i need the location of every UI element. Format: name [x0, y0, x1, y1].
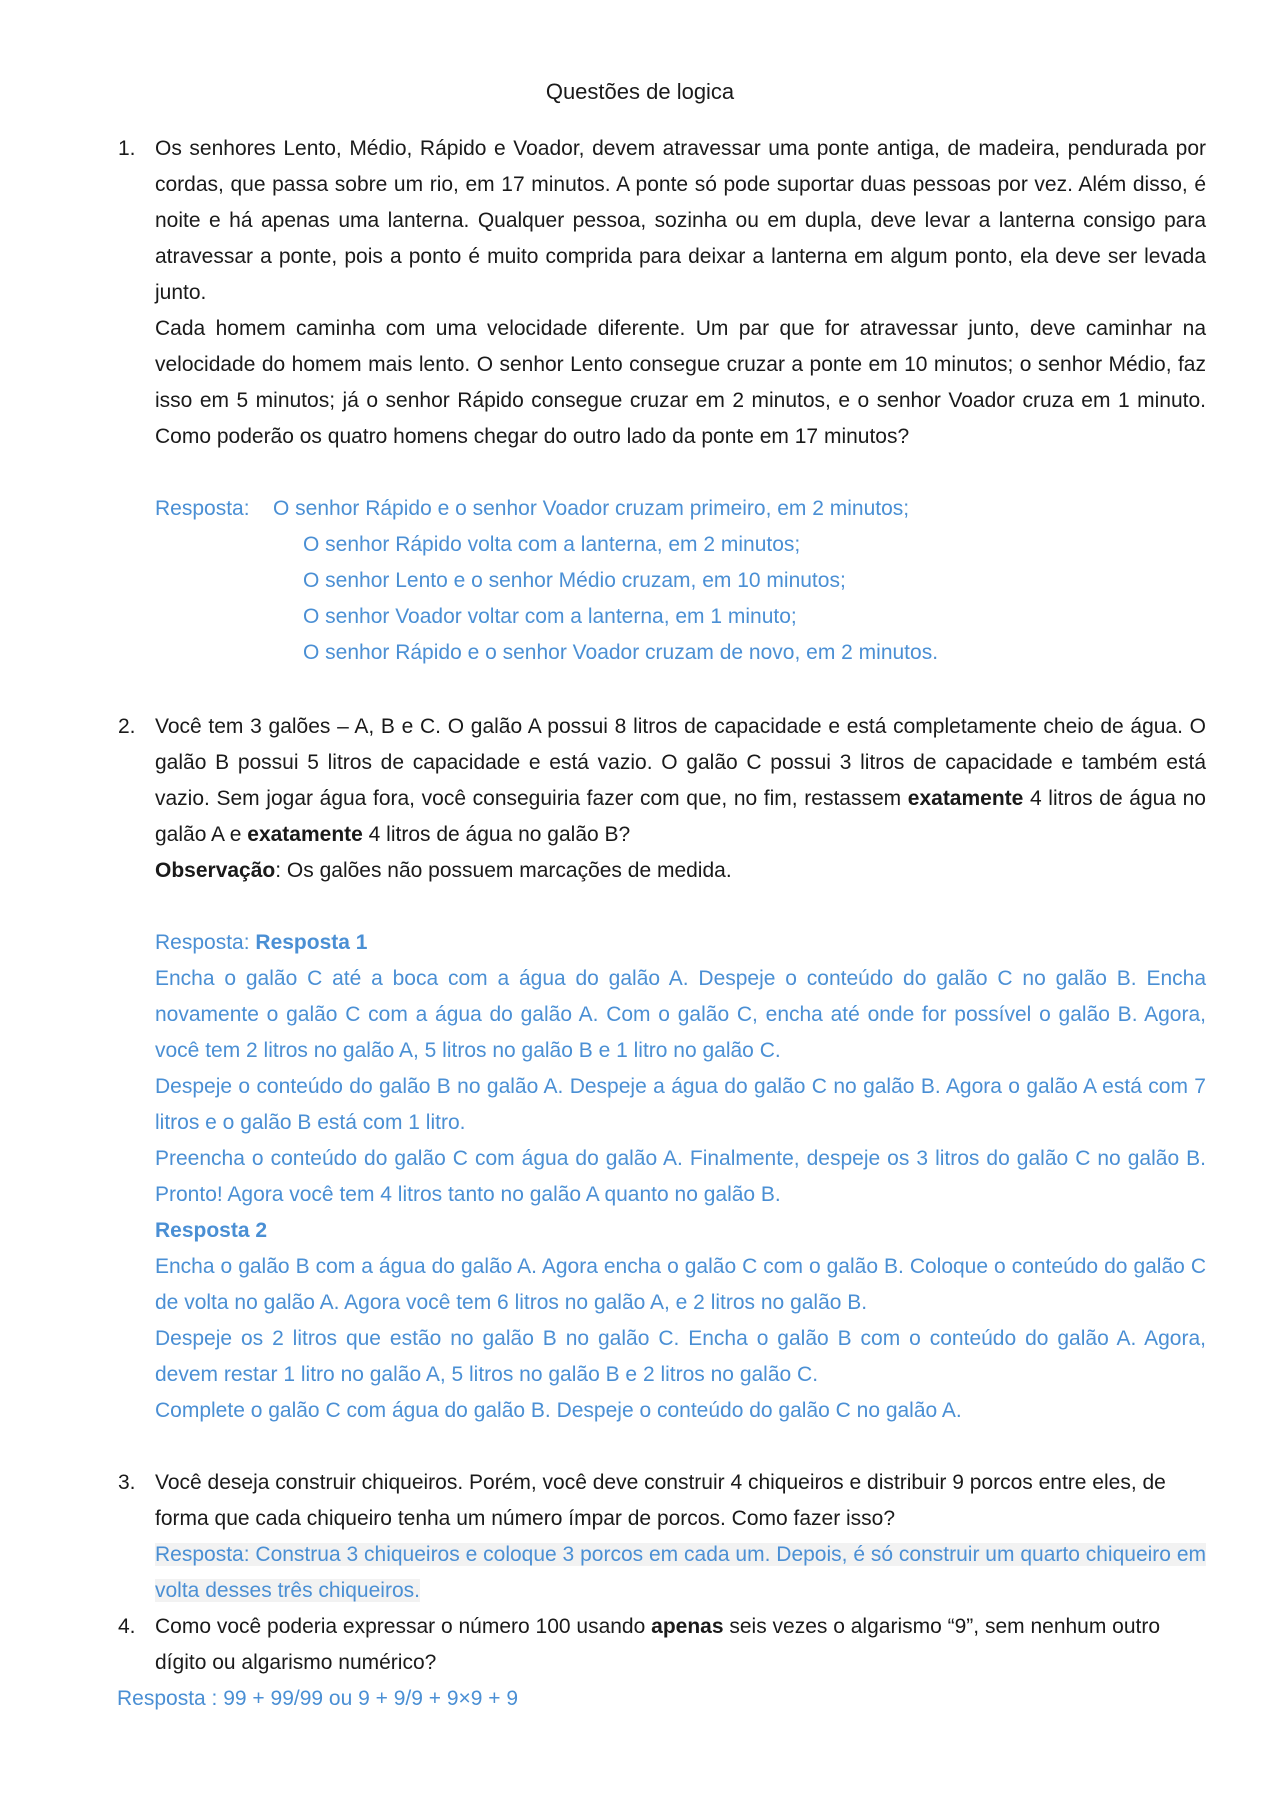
question-4-bold: apenas — [651, 1615, 724, 1638]
answer-1-paragraph: Preencha o conteúdo do galão C com água do galão A. Finalmente, despeje os 3 litros do galão C no galão B. Pronto! Agora você tem 4 litros tanto no galão A quanto no galão B. — [155, 1147, 1206, 1206]
answer-1-paragraph: Despeje o conteúdo do galão B no galão A. Despeje a água do galão C no galão B. Agora o galão A está com 7 litros e o galão B está com 1 litro. — [155, 1075, 1206, 1134]
question-3-text: Você deseja construir chiqueiros. Porém, você deve construir 4 chiqueiros e distribuir 9 porcos entre eles, de forma que cada chiqueiro tenha um número ímpar de porcos. Como fazer isso? — [155, 1471, 1166, 1530]
question-1-paragraph-2: Cada homem caminha com uma velocidade diferente. Um par que for atravessar junto, deve caminhar na velocidade do homem mais lento. O senhor Lento consegue cruzar a ponte em 10 minutos; o senhor Médio, faz isso em 5 minutos; já o senhor Rápido consegue cruzar em 2 minutos, e o senhor Voador cruza em 1 minuto. Como poderão os quatro homens chegar do outro lado da ponte em 17 minutos? — [155, 317, 1206, 448]
question-1-answer-step: O senhor Lento e o senhor Médio cruzam, em 10 minutos; — [303, 569, 846, 592]
question-2-text-b: 4 litros de água no galão A e — [155, 787, 1206, 846]
answer-1-paragraph: Encha o galão C até a boca com a água do galão A. Despeje o conteúdo do galão C no galão B. Encha novamente o galão C com a água do galão A. Com o galão C, encha até onde for possível o galão B. Agora, você tem 2 litros no galão A, 5 litros no galão B e 1 litro no galão C. — [155, 967, 1206, 1062]
answer-2-paragraph: Complete o galão C com água do galão B. Despeje o conteúdo do galão C no galão A. — [155, 1399, 962, 1422]
question-4-text-b: seis vezes o algarismo “9”, sem nenhum outro dígito ou algarismo numérico? — [155, 1615, 1161, 1674]
answer-2-paragraph: Encha o galão B com a água do galão A. Agora encha o galão C com o galão B. Coloque o conteúdo do galão C de volta no galão A. Agora você tem 6 litros no galão A, e 2 litros no galão B. — [155, 1255, 1206, 1314]
question-1-answer-step: O senhor Rápido e o senhor Voador cruzam primeiro, em 2 minutos; — [273, 497, 910, 520]
question-2-answer-label: Resposta: — [155, 931, 250, 954]
question-4-text-a: Como você poderia expressar o número 100 usando — [155, 1615, 646, 1638]
question-2-bold-2: exatamente — [247, 823, 363, 846]
question-2-text — [155, 709, 1206, 853]
page-title: Questões de logica — [545, 79, 735, 104]
question-1-answer-label: Resposta: — [155, 497, 250, 520]
question-2-note-text: : Os galões não possuem marcações de medida. — [275, 859, 732, 882]
question-3-number: 3. — [118, 1471, 136, 1494]
question-1-text — [155, 131, 1206, 455]
question-1-answer-step: O senhor Rápido e o senhor Voador cruzam de novo, em 2 minutos. — [303, 641, 939, 664]
question-2-text-a: Você tem 3 galões – A, B e C. O galão A possui 8 litros de capacidade e está completamente cheio de água. O galão B possui 5 litros de capacidade e está vazio. O galão C possui 3 litros de capacidade e também está vazio. Sem jogar água fora, você conseguiria fazer com que, no fim, restassem — [155, 715, 1206, 810]
answer-2-title: Resposta 2 — [155, 1219, 268, 1242]
question-2-text-c: 4 litros de água no galão B? — [368, 823, 631, 846]
answer-1-body — [155, 961, 1206, 1213]
question-1-number: 1. — [118, 137, 136, 160]
answer-1-title: Resposta 1 — [255, 931, 368, 954]
question-1-answer-step: O senhor Voador voltar com a lanterna, em 1 minuto; — [303, 605, 797, 628]
question-4-text — [155, 1609, 1206, 1681]
question-2-bold-1: exatamente — [907, 787, 1024, 810]
question-2-note-label: Observação — [155, 859, 276, 882]
question-1-answer-step: O senhor Rápido volta com a lanterna, em 2 minutos; — [303, 533, 801, 556]
question-2-number: 2. — [118, 715, 136, 738]
answer-2-paragraph: Despeje os 2 litros que estão no galão B no galão C. Encha o galão B com o conteúdo do galão A. Agora, devem restar 1 litro no galão A, 5 litros no galão B e 2 litros no galão C. — [155, 1327, 1206, 1386]
question-1-paragraph-1: Os senhores Lento, Médio, Rápido e Voador, devem atravessar uma ponte antiga, de madeira, pendurada por cordas, que passa sobre um rio, em 17 minutos. A ponte só pode suportar duas pessoas por vez. Além disso, é noite e há apenas uma lanterna. Qualquer pessoa, sozinha ou em dupla, deve levar a lanterna consigo para atravessar a ponte, pois a ponto é muito comprida para deixar a lanterna em algum ponto, ela deve ser levada junto. — [155, 137, 1206, 304]
answer-2-body — [155, 1249, 1206, 1429]
question-4-answer: Resposta : 99 + 99/99 ou 9 + 9/9 + 9×9 + 9 — [117, 1687, 519, 1710]
question-4-number: 4. — [118, 1615, 136, 1638]
question-3-answer — [155, 1537, 1206, 1609]
question-2-answer-heading — [155, 925, 1206, 961]
question-2-note — [155, 853, 1206, 889]
question-3-answer-text: Resposta: Construa 3 chiqueiros e coloque 3 porcos em cada um. Depois, é só construir um quarto chiqueiro em volta desses três chiqueiros. — [155, 1543, 1206, 1602]
